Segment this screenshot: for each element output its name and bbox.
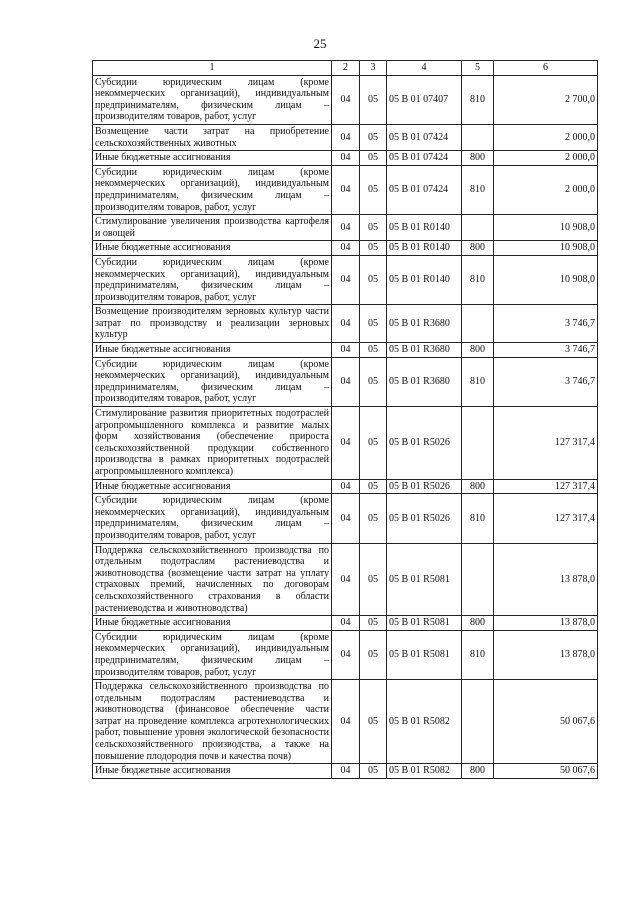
cell-name: Субсидии юридическим лицам (кроме некоммерческих организаций), индивидуальным предпринимателям, физическим лицам – производителям товаров, работ, услуг: [93, 494, 332, 543]
cell-target-code: 05 В 01 R0140: [387, 241, 462, 256]
cell-amount: 50 067,6: [494, 680, 598, 764]
cell-name: Субсидии юридическим лицам (кроме некоммерческих организаций), индивидуальным предпринимателям, физическим лицам – производителям товаров, работ, услуг: [93, 357, 332, 406]
cell-subsection: 05: [360, 616, 387, 631]
cell-name: Иные бюджетные ассигнования: [93, 764, 332, 779]
cell-subsection: 05: [360, 75, 387, 124]
cell-amount: 50 067,6: [494, 764, 598, 779]
table-row: [93, 124, 598, 150]
cell-section: 04: [332, 630, 360, 679]
cell-subsection: 05: [360, 151, 387, 166]
cell-section: 04: [332, 343, 360, 358]
cell-target-code: 05 В 01 07424: [387, 151, 462, 166]
header-col-2: 2: [332, 61, 360, 76]
table-row: [93, 616, 598, 631]
cell-expense-type: [462, 305, 494, 343]
cell-amount: 3 746,7: [494, 357, 598, 406]
cell-expense-type: [462, 124, 494, 150]
table-row: [93, 151, 598, 166]
cell-expense-type: 810: [462, 75, 494, 124]
cell-section: 04: [332, 479, 360, 494]
cell-subsection: 05: [360, 215, 387, 241]
table-row: [93, 241, 598, 256]
table-body: [93, 75, 598, 778]
cell-amount: 3 746,7: [494, 343, 598, 358]
cell-section: 04: [332, 357, 360, 406]
cell-target-code: 05 В 01 R0140: [387, 215, 462, 241]
cell-subsection: 05: [360, 255, 387, 304]
cell-section: 04: [332, 407, 360, 480]
header-col-3: 3: [360, 61, 387, 76]
cell-expense-type: [462, 543, 494, 616]
header-row: [93, 61, 598, 76]
cell-name: Иные бюджетные ассигнования: [93, 241, 332, 256]
header-col-4: 4: [387, 61, 462, 76]
cell-target-code: 05 В 01 R5081: [387, 630, 462, 679]
cell-name: Иные бюджетные ассигнования: [93, 616, 332, 631]
cell-name: Стимулирование увеличения производства картофеля и овощей: [93, 215, 332, 241]
cell-target-code: 05 В 01 R5082: [387, 764, 462, 779]
cell-subsection: 05: [360, 165, 387, 214]
table-row: [93, 165, 598, 214]
cell-subsection: 05: [360, 630, 387, 679]
cell-section: 04: [332, 616, 360, 631]
cell-expense-type: 810: [462, 255, 494, 304]
cell-section: 04: [332, 494, 360, 543]
cell-expense-type: 800: [462, 616, 494, 631]
cell-section: 04: [332, 543, 360, 616]
cell-target-code: 05 В 01 R5081: [387, 543, 462, 616]
cell-section: 04: [332, 75, 360, 124]
cell-amount: 10 908,0: [494, 215, 598, 241]
cell-amount: 127 317,4: [494, 407, 598, 480]
cell-name: Стимулирование развития приоритетных подотраслей агропромышленного комплекса и развитие малых форм хозяйствования (обеспечение прироста сельскохозяйственной продукции собственного производства в рамках приоритетных подотраслей агропромышленного комплекса): [93, 407, 332, 480]
table-row: [93, 407, 598, 480]
cell-name: Субсидии юридическим лицам (кроме некоммерческих организаций), индивидуальным предпринимателям, физическим лицам – производителям товаров, работ, услуг: [93, 165, 332, 214]
cell-subsection: 05: [360, 494, 387, 543]
cell-target-code: 05 В 01 R5026: [387, 479, 462, 494]
cell-subsection: 05: [360, 124, 387, 150]
budget-table: [92, 60, 598, 779]
table-row: [93, 305, 598, 343]
cell-name: Иные бюджетные ассигнования: [93, 343, 332, 358]
table-row: [93, 764, 598, 779]
cell-expense-type: 810: [462, 494, 494, 543]
cell-amount: 10 908,0: [494, 241, 598, 256]
cell-target-code: 05 В 01 R5081: [387, 616, 462, 631]
header-col-1: 1: [93, 61, 332, 76]
cell-section: 04: [332, 241, 360, 256]
cell-amount: 10 908,0: [494, 255, 598, 304]
cell-target-code: 05 В 01 R3680: [387, 357, 462, 406]
cell-amount: 2 000,0: [494, 124, 598, 150]
header-col-6: 6: [494, 61, 598, 76]
cell-subsection: 05: [360, 479, 387, 494]
cell-expense-type: 810: [462, 357, 494, 406]
table-row: [93, 494, 598, 543]
table-row: [93, 543, 598, 616]
cell-section: 04: [332, 165, 360, 214]
cell-amount: 127 317,4: [494, 479, 598, 494]
cell-amount: 2 000,0: [494, 165, 598, 214]
cell-target-code: 05 В 01 R0140: [387, 255, 462, 304]
cell-name: Поддержка сельскохозяйственного производства по отдельным подотраслям растениеводства и животноводства (финансовое обеспечение части затрат на проведение комплекса агротехнологических работ, повышение уровня экологической безопасности сельскохозяйственного производства, а также на повышение плодородия почв и качества почв): [93, 680, 332, 764]
cell-expense-type: 810: [462, 165, 494, 214]
cell-amount: 2 700,0: [494, 75, 598, 124]
table-row: [93, 215, 598, 241]
cell-subsection: 05: [360, 241, 387, 256]
cell-section: 04: [332, 255, 360, 304]
cell-name: Возмещение производителям зерновых культур части затрат по производству и реализации зерновых культур: [93, 305, 332, 343]
header-col-5: 5: [462, 61, 494, 76]
cell-expense-type: 800: [462, 241, 494, 256]
cell-expense-type: 810: [462, 630, 494, 679]
cell-amount: 3 746,7: [494, 305, 598, 343]
cell-expense-type: 800: [462, 343, 494, 358]
cell-expense-type: [462, 215, 494, 241]
table-row: [93, 479, 598, 494]
cell-name: Иные бюджетные ассигнования: [93, 151, 332, 166]
cell-target-code: 05 В 01 R3680: [387, 305, 462, 343]
cell-amount: 2 000,0: [494, 151, 598, 166]
cell-expense-type: [462, 407, 494, 480]
cell-section: 04: [332, 124, 360, 150]
cell-name: Субсидии юридическим лицам (кроме некоммерческих организаций), индивидуальным предпринимателям, физическим лицам – производителям товаров, работ, услуг: [93, 75, 332, 124]
cell-subsection: 05: [360, 543, 387, 616]
cell-section: 04: [332, 305, 360, 343]
cell-subsection: 05: [360, 680, 387, 764]
cell-section: 04: [332, 764, 360, 779]
table-header: [93, 61, 598, 76]
cell-subsection: 05: [360, 305, 387, 343]
cell-subsection: 05: [360, 357, 387, 406]
cell-subsection: 05: [360, 407, 387, 480]
table-row: [93, 255, 598, 304]
table-row: [93, 630, 598, 679]
cell-target-code: 05 В 01 07407: [387, 75, 462, 124]
table-row: [93, 680, 598, 764]
cell-amount: 127 317,4: [494, 494, 598, 543]
cell-target-code: 05 В 01 R5082: [387, 680, 462, 764]
cell-section: 04: [332, 151, 360, 166]
table-row: [93, 343, 598, 358]
cell-amount: 13 878,0: [494, 630, 598, 679]
cell-name: Субсидии юридическим лицам (кроме некоммерческих организаций), индивидуальным предпринимателям, физическим лицам – производителям товаров, работ, услуг: [93, 630, 332, 679]
cell-subsection: 05: [360, 343, 387, 358]
cell-target-code: 05 В 01 R5026: [387, 494, 462, 543]
cell-name: Иные бюджетные ассигнования: [93, 479, 332, 494]
cell-amount: 13 878,0: [494, 616, 598, 631]
cell-subsection: 05: [360, 764, 387, 779]
cell-target-code: 05 В 01 R3680: [387, 343, 462, 358]
table-row: [93, 357, 598, 406]
cell-expense-type: 800: [462, 151, 494, 166]
cell-amount: 13 878,0: [494, 543, 598, 616]
cell-target-code: 05 В 01 07424: [387, 124, 462, 150]
cell-section: 04: [332, 680, 360, 764]
table-row: [93, 75, 598, 124]
cell-section: 04: [332, 215, 360, 241]
cell-expense-type: [462, 680, 494, 764]
cell-target-code: 05 В 01 07424: [387, 165, 462, 214]
cell-target-code: 05 В 01 R5026: [387, 407, 462, 480]
page-number: 25: [313, 36, 327, 51]
cell-name: Возмещение части затрат на приобретение сельскохозяйственных животных: [93, 124, 332, 150]
cell-expense-type: 800: [462, 764, 494, 779]
cell-name: Субсидии юридическим лицам (кроме некоммерческих организаций), индивидуальным предпринимателям, физическим лицам – производителям товаров, работ, услуг: [93, 255, 332, 304]
cell-expense-type: 800: [462, 479, 494, 494]
cell-name: Поддержка сельскохозяйственного производства по отдельным подотраслям растениеводства и животноводства (возмещение части затрат на уплату страховых премий, начисленных по договорам сельскохозяйственного страхования в области растениеводства и животноводства): [93, 543, 332, 616]
